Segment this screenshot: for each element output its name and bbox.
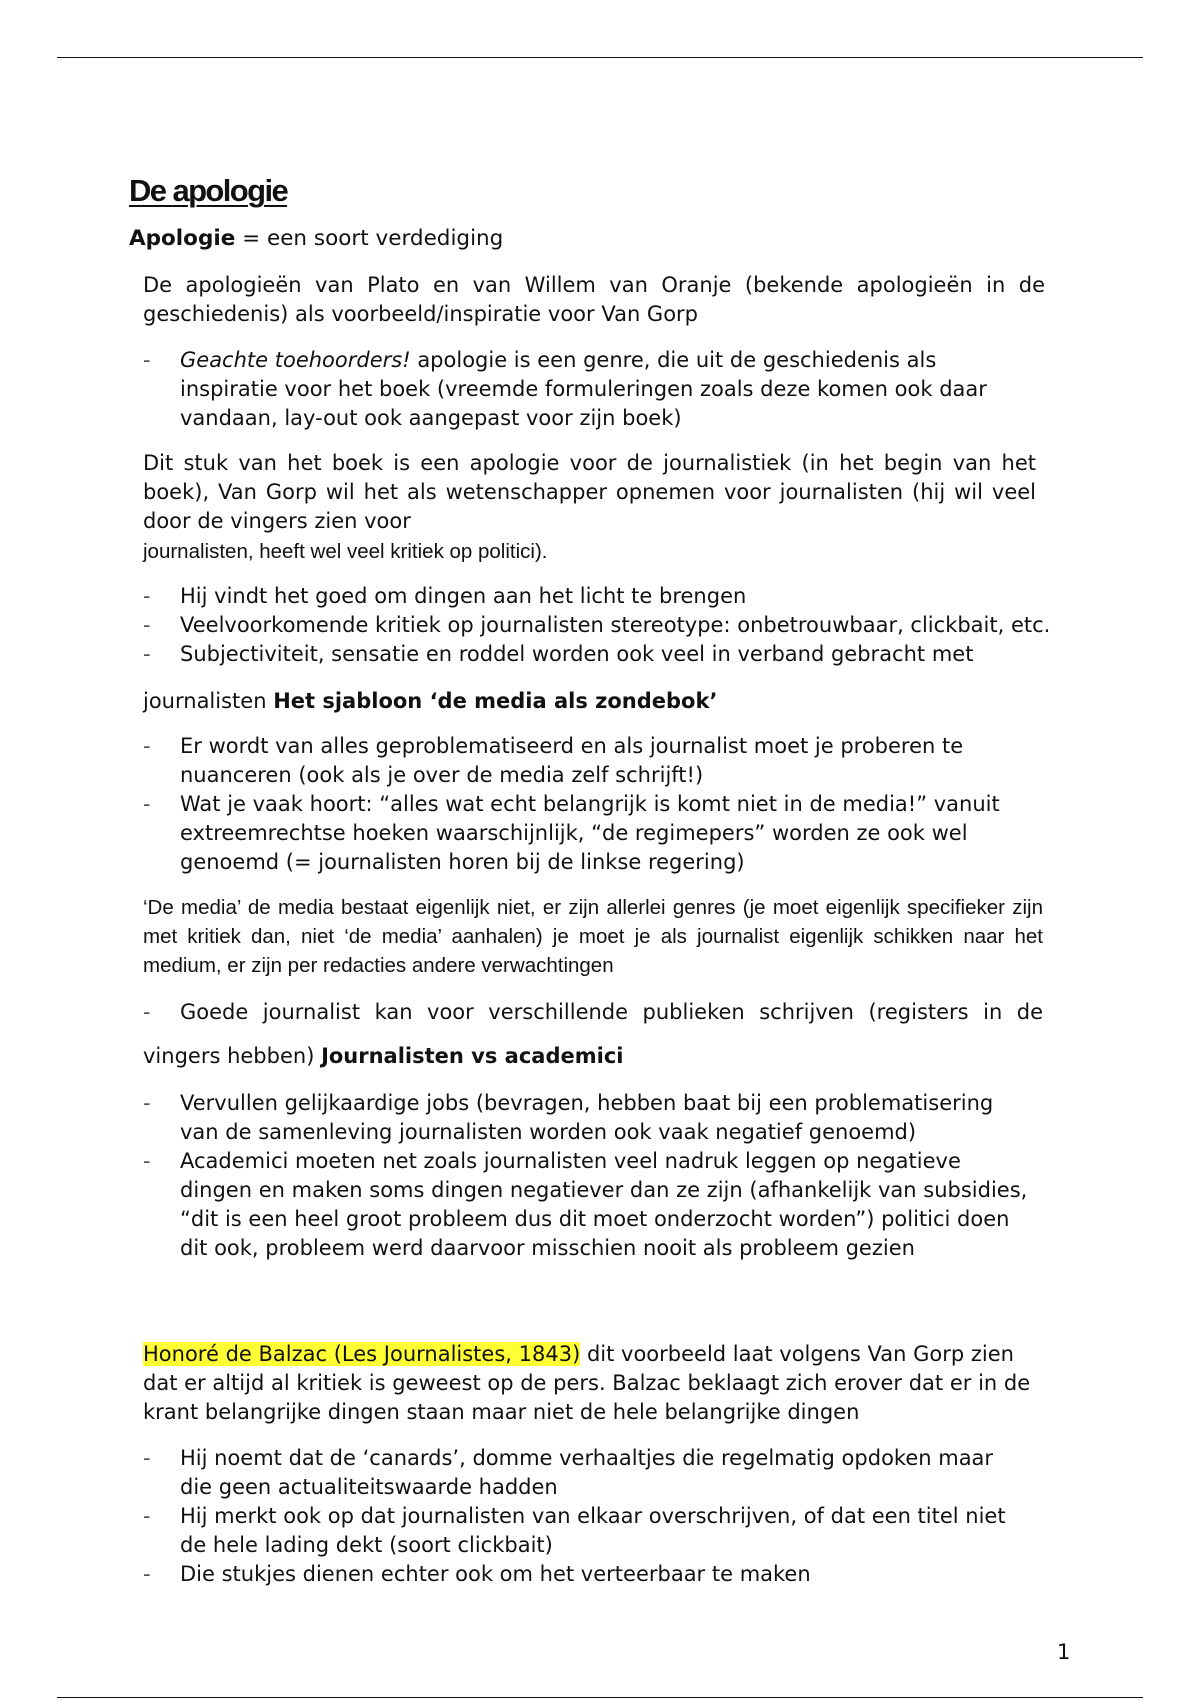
page-number: 1 bbox=[1057, 1640, 1071, 1664]
list-item-text: Goede journalist kan voor verschillende publieken schrijven (registers in de bbox=[180, 1000, 1043, 1024]
bullet-dash: - bbox=[143, 642, 151, 666]
paragraph-journalism-tail: journalisten, heeft wel veel kritiek op politici). bbox=[143, 540, 548, 563]
list-criticism bbox=[143, 582, 1083, 669]
list-item-italic: Geachte toehoorders! bbox=[180, 348, 411, 372]
paragraph-text: dit voorbeeld laat volgens Van Gorp zien dat er altijd al kritiek is geweest op de pers. Balzac beklaagt zich erover dat er in de krant belangrijke dingen staan maar niet de hele belangrijke dingen bbox=[143, 1342, 1031, 1424]
bullet-dash: - bbox=[143, 734, 151, 758]
list-item-text: Die stukjes dienen echter ook om het verteerbaar te maken bbox=[180, 1562, 811, 1586]
list-item-text: Er wordt van alles geproblematiseerd en als journalist moet je proberen te nuanceren (ook als je over de media zelf schrijft!) bbox=[180, 734, 964, 787]
bullet-dash: - bbox=[143, 584, 151, 608]
bullet-dash: - bbox=[143, 1091, 151, 1115]
bullet-dash: - bbox=[143, 1504, 151, 1528]
list-item-text: Veelvoorkomende kritiek op journalisten stereotype: onbetrouwbaar, clickbait, etc. bbox=[180, 613, 1051, 637]
list-good-journalist bbox=[143, 998, 1043, 1027]
list-zondebok bbox=[143, 732, 1023, 877]
footer-rule bbox=[57, 1697, 1143, 1698]
heading-lead: vingers hebben) bbox=[143, 1044, 322, 1068]
section-heading-zondebok bbox=[143, 687, 1043, 716]
list-item bbox=[143, 640, 1083, 669]
list-item-text: Subjectiviteit, sensatie en roddel worden ook veel in verband gebracht met bbox=[180, 642, 974, 666]
bullet-dash: - bbox=[143, 1149, 151, 1173]
highlighted-citation: Honoré de Balzac (Les Journalistes, 1843) bbox=[143, 1342, 581, 1366]
bullet-dash: - bbox=[143, 1562, 151, 1586]
header-rule bbox=[57, 57, 1143, 58]
list-item bbox=[143, 1147, 1038, 1263]
list-item bbox=[143, 998, 1043, 1027]
list-item bbox=[143, 1560, 1023, 1589]
list-item bbox=[143, 790, 1023, 877]
paragraph-de-media: ‘De media’ de media bestaat eigenlijk niet, er zijn allerlei genres (je moet eigenlijk specifieker zijn met kritiek dan, niet ‘de media’ aanhalen) je moet je als journalist eigenlijk schikken naar het medium, er zijn per redacties andere verwachtingen bbox=[143, 896, 1043, 977]
heading-bold: Journalisten vs academici bbox=[321, 1044, 624, 1068]
definition-text: = een soort verdediging bbox=[235, 226, 504, 251]
list-item bbox=[143, 611, 1083, 640]
bullet-dash: - bbox=[143, 348, 151, 372]
list-item bbox=[143, 1089, 1038, 1147]
list-item-text: Hij noemt dat de ‘canards’, domme verhaaltjes die regelmatig opdoken maar die geen actualiteitswaarde hadden bbox=[180, 1446, 994, 1499]
list-item bbox=[143, 1502, 1023, 1560]
bullet-dash: - bbox=[143, 613, 151, 637]
list-item-text: Wat je vaak hoort: “alles wat echt belangrijk is komt niet in de media!” vanuit extreemrechtse hoeken waarschijnlijk, “de regimepers” worden ze ook wel genoemd (= journalisten horen bij de linkse regering) bbox=[180, 792, 1000, 874]
list-item bbox=[143, 582, 1083, 611]
list-item-text: Academici moeten net zoals journalisten veel nadruk leggen op negatieve dingen en maken soms dingen negatiever dan ze zijn (afhankelijk van subsidies, “dit is een heel groot probleem dus dit moet onderzocht worden”) politici doen dit ook, probleem werd daarvoor misschien nooit als probleem gezien bbox=[180, 1149, 1028, 1260]
list-academici bbox=[143, 1089, 1038, 1263]
section-heading-academici bbox=[143, 1042, 1043, 1071]
list-item-text: Hij merkt ook op dat journalisten van elkaar overschrijven, of dat een titel niet de hele lading dekt (soort clickbait) bbox=[180, 1504, 1006, 1557]
paragraph-balzac bbox=[143, 1340, 1043, 1427]
list-item-text: apologie is een genre, die uit de geschiedenis als inspiratie voor het boek (vreemde formuleringen zoals deze komen ook daar vandaan, lay-out ook aangepast voor zijn boek) bbox=[180, 348, 987, 430]
definition-line bbox=[129, 226, 503, 251]
paragraph-journalism: Dit stuk van het boek is een apologie voor de journalistiek (in het begin van het boek), Van Gorp wil het als wetenschapper opnemen voor journalisten (hij wil veel door de vingers zien voor bbox=[143, 451, 1036, 533]
list-item-text: Vervullen gelijkaardige jobs (bevragen, hebben baat bij een problematisering van de samenleving journalisten worden ook vaak negatief genoemd) bbox=[180, 1091, 994, 1144]
list-item bbox=[143, 732, 1023, 790]
bullet-dash: - bbox=[143, 792, 151, 816]
list-item bbox=[143, 1444, 1023, 1502]
list-item-text: Hij vindt het goed om dingen aan het licht te brengen bbox=[180, 584, 747, 608]
list-genre bbox=[143, 346, 1023, 433]
list-item bbox=[143, 346, 1023, 433]
paragraph-plato: De apologieën van Plato en van Willem van Oranje (bekende apologieën in de geschiedenis) als voorbeeld/inspiratie voor Van Gorp bbox=[143, 273, 1045, 326]
definition-term: Apologie bbox=[129, 226, 236, 251]
bullet-dash: - bbox=[143, 1446, 151, 1470]
heading-lead: journalisten bbox=[143, 689, 274, 713]
heading-bold: Het sjabloon ‘de media als zondebok’ bbox=[273, 689, 718, 713]
bullet-dash: - bbox=[143, 1000, 151, 1024]
page-title: De apologie bbox=[129, 173, 288, 208]
list-balzac bbox=[143, 1444, 1023, 1589]
